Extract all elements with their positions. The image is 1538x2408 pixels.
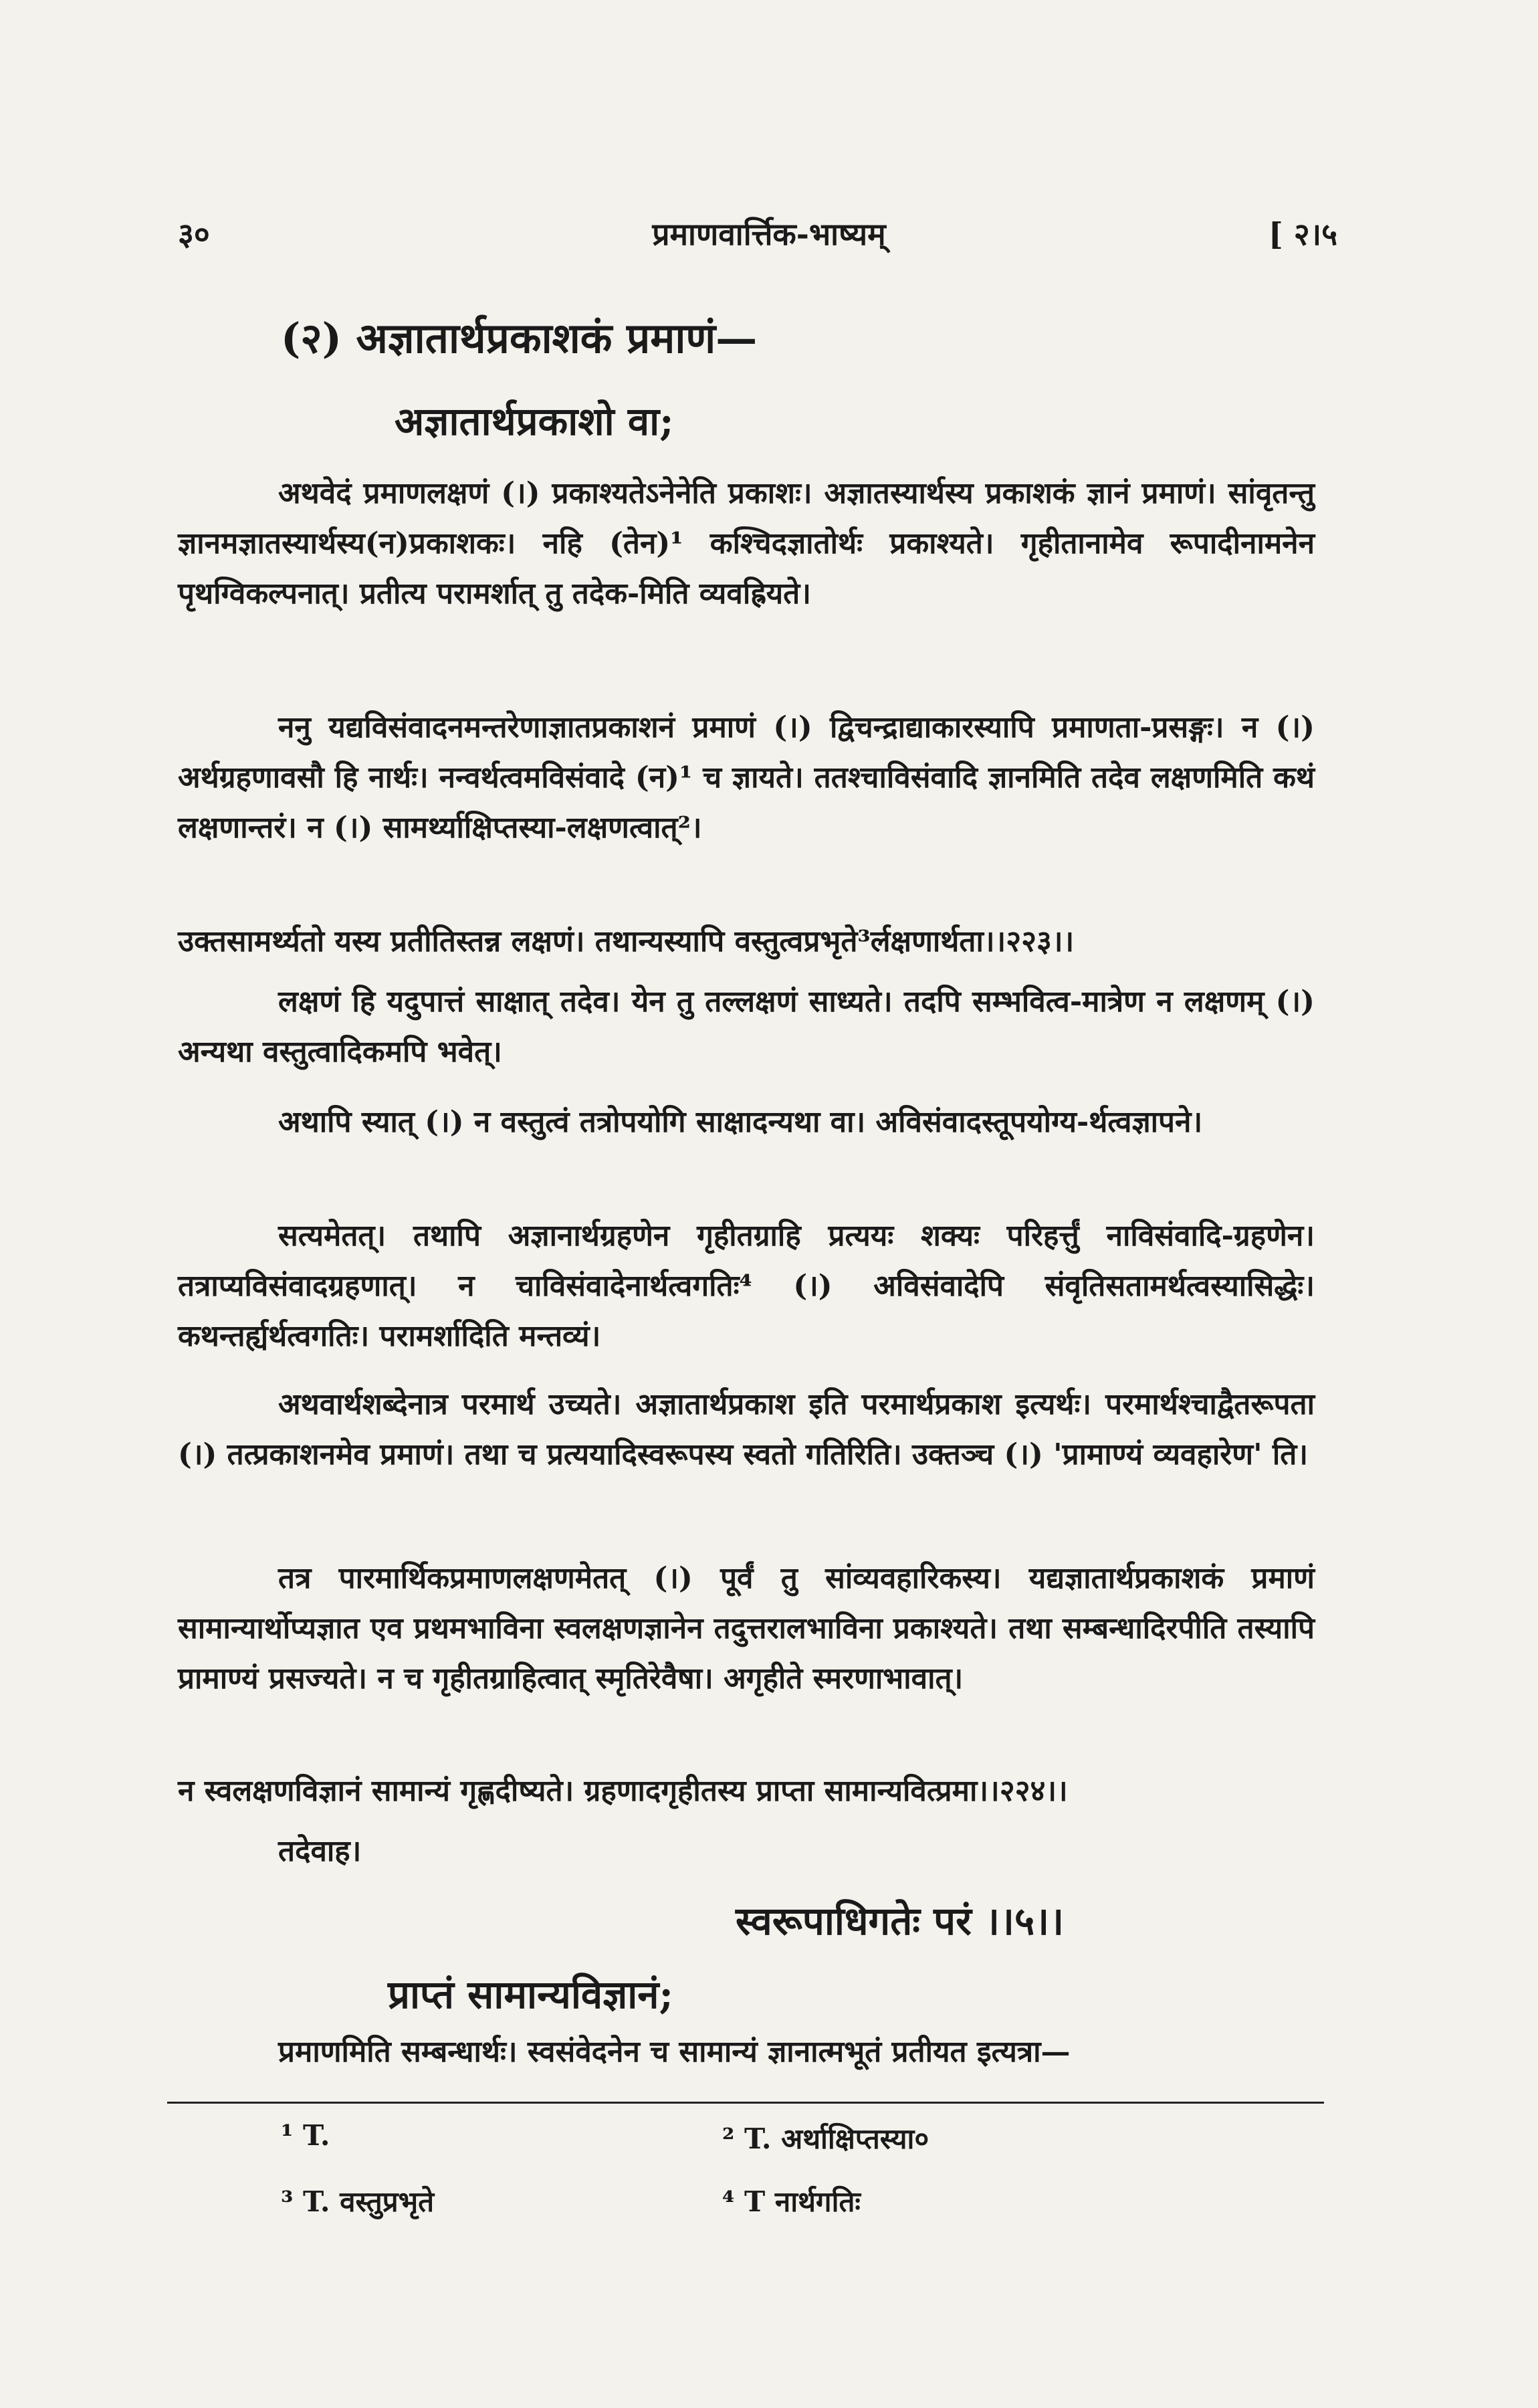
running-title: प्रमाणवार्त्तिक-भाष्यम् <box>652 216 886 252</box>
verse-line: अज्ञातार्थप्रकाशो वा; <box>395 399 674 444</box>
commentary-paragraph: अथवेदं प्रमाणलक्षणं (।) प्रकाश्यतेऽनेनेति प्रकाशः। अज्ञातस्यार्थस्य प्रकाशकं ज्ञानं प्रमाणं। सांवृतन्तु ज्ञानमज्ञातस्यार्थस्य(न)प्रकाशकः। नहि (तेन)¹ कश्चिदज्ञातोर्थः प्रकाश्यते। गृहीतानामेव रूपादीनामनेन पृथग्विकल्पनात्। प्रतीत्य परामर्शात् तु तदेक-मिति व्यवह्रियते। <box>178 476 1315 611</box>
footnote: ² T. अर्थाक्षिप्तस्या० <box>722 2122 929 2155</box>
commentary-paragraph: सत्यमेतत्। तथापि अज्ञानार्थग्रहणेन गृहीतग्राहि प्रत्ययः शक्यः परिहर्त्तुं नाविसंवादि-ग्रहणेन। तत्राप्यविसंवादग्रहणात्। न चाविसंवादेनार्थत्वगतिः⁴ (।) अविसंवादेपि संवृतिसतामर्थत्वस्यासिद्धेः। कथन्तर्ह्यर्थत्वगतिः। परामर्शादिति मन्तव्यं। <box>178 1219 1315 1353</box>
karika-223: उक्तसामर्थ्यतो यस्य प्रतीतिस्तन्न लक्षणं। तथान्यस्यापि वस्तुत्वप्रभृते³र्लक्षणार्थता।।२२३।। <box>178 924 1075 959</box>
commentary-paragraph: तदेवाह। <box>278 1834 362 1868</box>
commentary-paragraph: लक्षणं हि यदुपात्तं साक्षात् तदेव। येन तु तल्लक्षणं साध्यते। तदपि सम्भवित्व-मात्रेण न लक्षणम् (।) अन्यथा वस्तुत्वादिकमपि भवेत्। <box>178 985 1315 1069</box>
verse-line: प्राप्तं सामान्यविज्ञानं; <box>388 1972 673 2017</box>
commentary-paragraph: अथवार्थशब्देनात्र परमार्थ उच्यते। अज्ञातार्थप्रकाश इति परमार्थप्रकाश इत्यर्थः। परमार्थश्चाद्वैतरूपता (।) तत्प्रकाशनमेव प्रमाणं। तथा च प्रत्ययादिस्वरूपस्य स्वतो गतिरिति। उक्तञ्च (।) 'प्रामाण्यं व्यवहारेण' ति। <box>178 1387 1315 1472</box>
footnote: ¹ T. <box>281 2119 330 2152</box>
commentary-paragraph: प्रमाणमिति सम्बन्धार्थः। स्वसंवेदनेन च सामान्यं ज्ञानात्मभूतं प्रतीयत इत्यत्रा— <box>278 2035 1071 2069</box>
commentary-paragraph: तत्र पारमार्थिकप्रमाणलक्षणमेतत् (।) पूर्वं तु सांव्यवहारिकस्य। यद्यज्ञातार्थप्रकाशकं प्रमाणं सामान्यार्थोप्यज्ञात एव प्रथमभाविना स्वलक्षणज्ञानेन तदुत्तरालभाविना प्रकाश्यते। तथा सम्बन्धादिरपीति तस्यापि प्रामाण्यं प्रसज्यते। न च गृहीतग्राहित्वात् स्मृतिरेवैषा। अगृहीते स्मरणाभावात्। <box>178 1561 1315 1696</box>
section-heading: (२) अज्ञातार्थप्रकाशकं प्रमाणं— <box>281 314 758 363</box>
footnote: ⁴ T नार्थगतिः <box>722 2185 861 2218</box>
page-number: ३० <box>178 216 210 252</box>
footnote: ³ T. वस्तुप्रभृते <box>281 2185 435 2218</box>
commentary-paragraph: ननु यद्यविसंवादनमन्तरेणाज्ञातप्रकाशनं प्रमाणं (।) द्विचन्द्राद्याकारस्यापि प्रमाणता-प्रसङ्गः। न (।) अर्थग्रहणावसौ हि नार्थः। नन्वर्थत्वमविसंवादे (न)¹ च ज्ञायते। ततश्चाविसंवादि ज्ञानमिति तदेव लक्षणमिति कथं लक्षणान्तरं। न (।) सामर्थ्याक्षिप्तस्या-लक्षणत्वात्²। <box>178 710 1315 845</box>
karika-224: न स्वलक्षणविज्ञानं सामान्यं गृह्णदीष्यते। ग्रहणादगृहीतस्य प्राप्ता सामान्यवित्प्रमा।।२२४।। <box>178 1774 1068 1808</box>
verse-line: स्वरूपाधिगतेः परं ।।५।। <box>736 1898 1065 1944</box>
commentary-paragraph: अथापि स्यात् (।) न वस्तुत्वं तत्रोपयोगि साक्षादन्यथा वा। अविसंवादस्तूपयोग्य-र्थत्वज्ञापने। <box>278 1105 1203 1139</box>
footnote-divider <box>167 2102 1324 2104</box>
verse-reference: [ २।५ <box>1268 216 1337 252</box>
